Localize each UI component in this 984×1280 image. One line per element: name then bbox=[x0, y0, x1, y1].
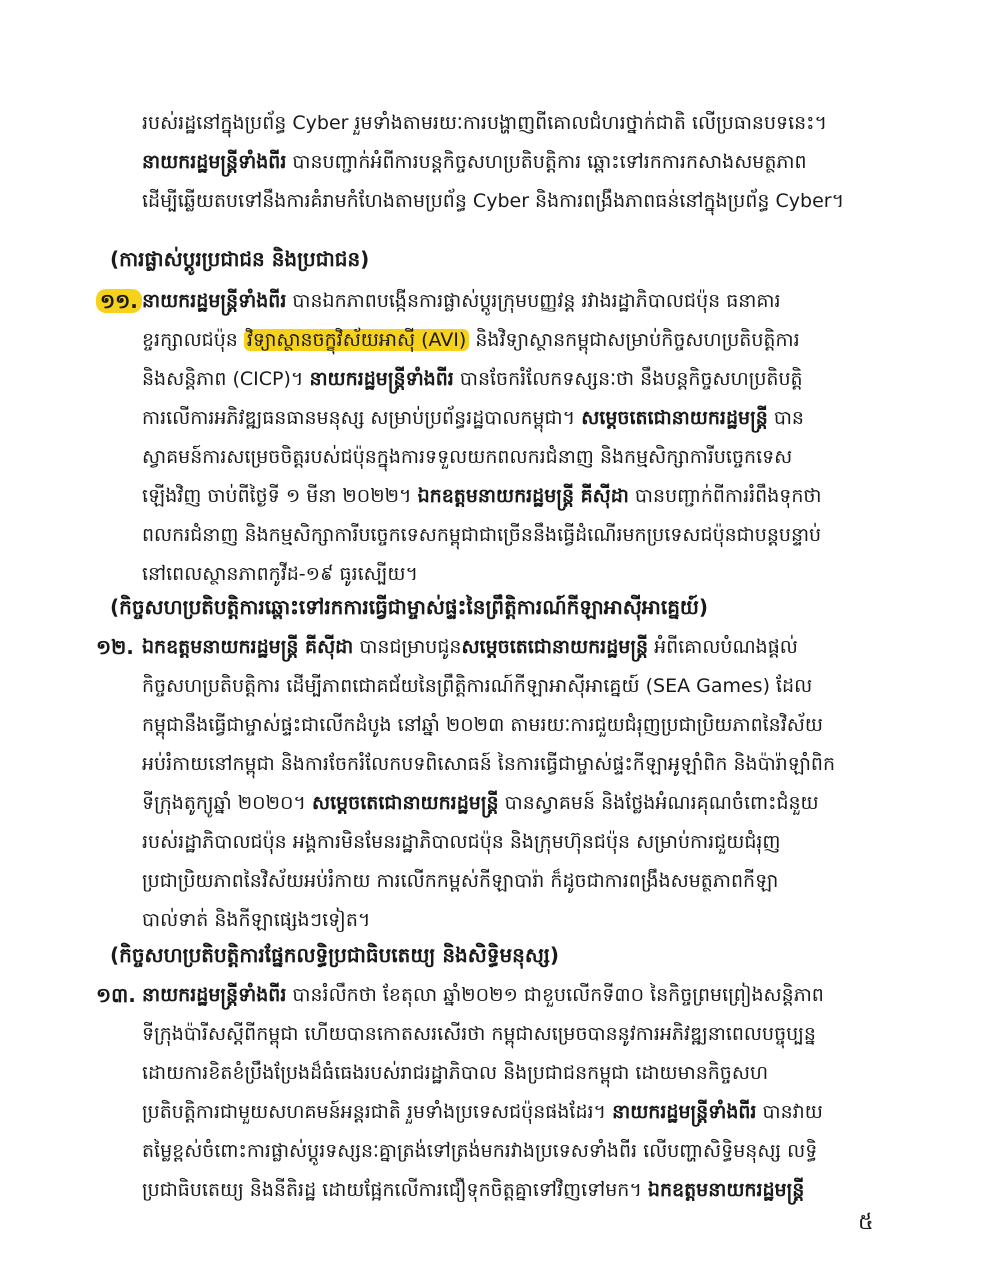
line-text: បានបញ្ជាក់អំពីការបន្តកិច្ចសហប្រតិបត្តិការ ឆ្ពោះទៅរកការកសាងសមត្ថភាព bbox=[286, 151, 807, 173]
line-text: អំពីគោលបំណងផ្តល់ bbox=[648, 636, 798, 658]
text-line bbox=[142, 1093, 882, 1132]
section-heading: (ការផ្លាស់ប្តូរប្រជាជន និងប្រជាជន) bbox=[110, 247, 370, 271]
line-text: បានចែករំលែកទស្សនៈថា នឹងបន្តកិច្ចសហប្រតិបត្តិ bbox=[453, 368, 803, 390]
page-number: ៥ bbox=[858, 1210, 874, 1235]
line-text: ប្រជាប្រិយភាពនៃវិស័យអប់រំកាយ ការលើកកម្ពស់កីឡាបារ៉ា ក៏ដូចជាការពង្រឹងសមត្ថភាពកីឡា bbox=[142, 870, 779, 892]
text-line bbox=[142, 321, 882, 360]
section-heading: (កិច្ចសហប្រតិបត្តិការផ្នែកលទ្ធិប្រជាធិបតេយ្យ និងសិទ្ធិមនុស្ស) bbox=[110, 943, 559, 967]
text-line bbox=[142, 667, 882, 706]
text-line bbox=[142, 823, 882, 862]
line-text: បាន bbox=[767, 407, 804, 429]
number-highlight: ១១. bbox=[96, 289, 142, 313]
text-line bbox=[142, 516, 882, 555]
bold-text: នាយករដ្ឋមន្ត្រីទាំងពីរ bbox=[612, 1101, 757, 1123]
line-text: ស្វាគមន៍ការសម្រេចចិត្តរបស់ជប៉ុនក្នុងការទទួលយកពលករជំនាញ និងកម្មសិក្សាការីបច្ចេកទេស bbox=[142, 446, 793, 468]
line-text: បានស្វាគមន៍ និងថ្លែងអំណរគុណចំពោះជំនួយ bbox=[498, 792, 819, 814]
line-text: បានរំលឹកថា ខែតុលា ឆ្នាំ២០២១ ជាខួបលើកទី៣០ នៃកិច្ចព្រមព្រៀងសន្តិភាព bbox=[286, 984, 824, 1006]
bold-text: សម្តេចតេជោនាយករដ្ឋមន្ត្រី bbox=[311, 792, 499, 814]
bold-text: ឯកឧត្តមនាយករដ្ឋមន្ត្រី គីស៊ីដា bbox=[142, 636, 354, 658]
bold-text: សម្តេចតេជោនាយករដ្ឋមន្ត្រី bbox=[581, 407, 768, 429]
paragraph-number: ១២. bbox=[96, 635, 134, 659]
highlighted-text: វិទ្យាស្ថានចក្ខុវិស័យអាស៊ី (AVI) bbox=[244, 329, 469, 351]
paragraph-number bbox=[96, 282, 142, 321]
text-line bbox=[142, 282, 882, 321]
line-text: ឡើងវិញ ចាប់ពីថ្ងៃទី ១ មីនា ២០២២។ bbox=[142, 485, 418, 507]
text-line bbox=[142, 628, 882, 667]
line-text: បានវាយ bbox=[756, 1101, 823, 1123]
line-text: បានបញ្ជាក់ពីការរំពឹងទុកថា bbox=[628, 485, 822, 507]
text-line bbox=[142, 901, 882, 940]
text-line bbox=[142, 862, 882, 901]
text-line bbox=[142, 745, 882, 784]
text-line bbox=[142, 360, 882, 399]
line-text: ប្រតិបត្តិការជាមួយសហគមន៍អន្តរជាតិ រួមទាំងប្រទេសជប៉ុនផងដែរ។ bbox=[142, 1101, 613, 1123]
line-text: ដើម្បីឆ្លើយតបទៅនឹងការគំរាមកំហែងតាមប្រព័ន្ធ Cyber និងការពង្រឹងភាពធន់នៅក្នុងប្រព័ន្ធ Cyber។ bbox=[142, 190, 845, 212]
section-heading: (កិច្ចសហប្រតិបត្តិការឆ្ពោះទៅរកការធ្វើជាម្ចាស់ផ្ទះនៃព្រឹត្តិការណ៍កីឡាអាស៊ីអាគ្នេយ៍) bbox=[110, 595, 709, 619]
text-line bbox=[142, 706, 882, 745]
line-text: បានឯកភាពបង្កើនការផ្លាស់ប្តូរក្រុមបញ្ញវន្ត រវាងរដ្ឋាភិបាលជប៉ុន ធនាគារ bbox=[286, 290, 781, 312]
line-text: បានជម្រាបជូន bbox=[353, 636, 462, 658]
line-text: កម្ពុជានឹងធ្វើជាម្ចាស់ផ្ទះជាលើកដំបូង នៅឆ្នាំ ២០២៣ តាមរយៈការជួយជំរុញប្រជាប្រិយភាពនៃវិស័យ bbox=[142, 714, 823, 736]
text-line bbox=[142, 104, 882, 143]
line-text: និងសន្តិភាព (CICP)។ bbox=[142, 368, 310, 390]
text-line bbox=[142, 784, 882, 823]
bold-text: នាយករដ្ឋមន្ត្រីទាំងពីរ bbox=[142, 984, 287, 1006]
text-line bbox=[142, 1054, 882, 1093]
line-text: កិច្ចសហប្រតិបត្តិការ ដើម្បីភាពជោគជ័យនៃព្រឹត្តិការណ៍កីឡាអាស៊ីអាគ្នេយ៍ (SEA Games) ដែល bbox=[142, 675, 813, 697]
bold-text: នាយករដ្ឋមន្ត្រីទាំងពីរ bbox=[142, 290, 287, 312]
line-text: នៅពេលស្ថានភាពកូវីដ-១៩ ធូរស្បើយ។ bbox=[142, 563, 419, 585]
line-text: ប្រជាធិបតេយ្យ និងនីតិរដ្ឋ ដោយផ្អែកលើការជឿទុកចិត្តគ្នាទៅវិញទៅមក។ bbox=[142, 1179, 648, 1201]
bold-text: នាយករដ្ឋមន្ត្រីទាំងពីរ bbox=[142, 151, 287, 173]
paragraph-11 bbox=[142, 282, 882, 594]
intro-paragraph bbox=[142, 104, 882, 221]
text-line bbox=[142, 399, 882, 438]
text-line bbox=[142, 1171, 882, 1210]
line-text: ដោយការខិតខំប្រឹងប្រែងដ៏ធំធេងរបស់រាជរដ្ឋាភិបាល និងប្រជាជនកម្ពុជា ដោយមានកិច្ចសហ bbox=[142, 1062, 769, 1084]
line-text: របស់រដ្ឋនៅក្នុងប្រព័ន្ធ Cyber រួមទាំងតាមរយៈការបង្ហាញពីគោលជំហរថ្នាក់ជាតិ លើប្រធានបទនេះ។ bbox=[142, 112, 828, 134]
line-text: ពលករជំនាញ និងកម្មសិក្សាការីបច្ចេកទេសកម្ពុជាជាច្រើននឹងធ្វើដំណើរមកប្រទេសជប៉ុនជាបន្តបន្ទាប់ bbox=[142, 524, 822, 546]
paragraph-number: ១៣. bbox=[96, 983, 136, 1007]
bold-text: ឯកឧត្តមនាយករដ្ឋមន្ត្រី bbox=[647, 1179, 805, 1201]
text-line bbox=[142, 976, 882, 1015]
line-text: បាល់ទាត់ និងកីឡាផ្សេងៗទៀត។ bbox=[142, 909, 371, 931]
line-text: ការលើការអភិវឌ្ឍធនធានមនុស្ស សម្រាប់ប្រព័ន្ធរដ្ឋបាលកម្ពុជា។ bbox=[142, 407, 582, 429]
paragraph-12 bbox=[142, 628, 882, 940]
bold-text: ឯកឧត្តមនាយករដ្ឋមន្ត្រី គីស៊ីដា bbox=[417, 485, 629, 507]
bold-text: នាយករដ្ឋមន្ត្រីទាំងពីរ bbox=[309, 368, 454, 390]
line-text: អប់រំកាយនៅកម្ពុជា និងការចែករំលែកបទពិសោធន៍ នៃការធ្វើជាម្ចាស់ផ្ទះកីឡាអូឡាំពិក និងប៉ារ៉ាឡាំពិក bbox=[142, 753, 836, 775]
line-text: តម្លៃខ្ពស់ចំពោះការផ្លាស់ប្តូរទស្សនៈគ្នាត្រង់ទៅត្រង់មករវាងប្រទេសទាំងពីរ លើបញ្ហាសិទ្ធិមនុស្ស លទ្ធិ bbox=[142, 1140, 818, 1162]
line-text: ទីក្រុងប៉ារីសស្តីពីកម្ពុជា ហើយបានកោតសរសើរថា កម្ពុជាសម្រេចបាននូវការអភិវឌ្ឍនាពេលបច្ចុប្បន្ន bbox=[142, 1023, 816, 1045]
bold-text: សម្តេចតេជោនាយករដ្ឋមន្ត្រី bbox=[461, 636, 649, 658]
text-line bbox=[142, 438, 882, 477]
text-line bbox=[142, 1132, 882, 1171]
line-text: របស់រដ្ឋាភិបាលជប៉ុន អង្គការមិនមែនរដ្ឋាភិបាលជប៉ុន និងក្រុមហ៊ុនជប៉ុន សម្រាប់ការជួយជំរុញ bbox=[142, 831, 781, 853]
line-text: និងវិទ្យាស្ថានកម្ពុជាសម្រាប់កិច្ចសហប្រតិបត្តិការ bbox=[469, 329, 800, 351]
line-text: ទីក្រុងតូក្យូឆ្នាំ ២០២០។ bbox=[142, 792, 312, 814]
text-line bbox=[142, 1015, 882, 1054]
text-line bbox=[142, 555, 882, 594]
line-text: ខ្ចរក្សាលជប៉ុន bbox=[142, 329, 244, 351]
text-line bbox=[142, 477, 882, 516]
paragraph-13 bbox=[142, 976, 882, 1210]
text-line bbox=[142, 182, 882, 221]
text-line bbox=[142, 143, 882, 182]
